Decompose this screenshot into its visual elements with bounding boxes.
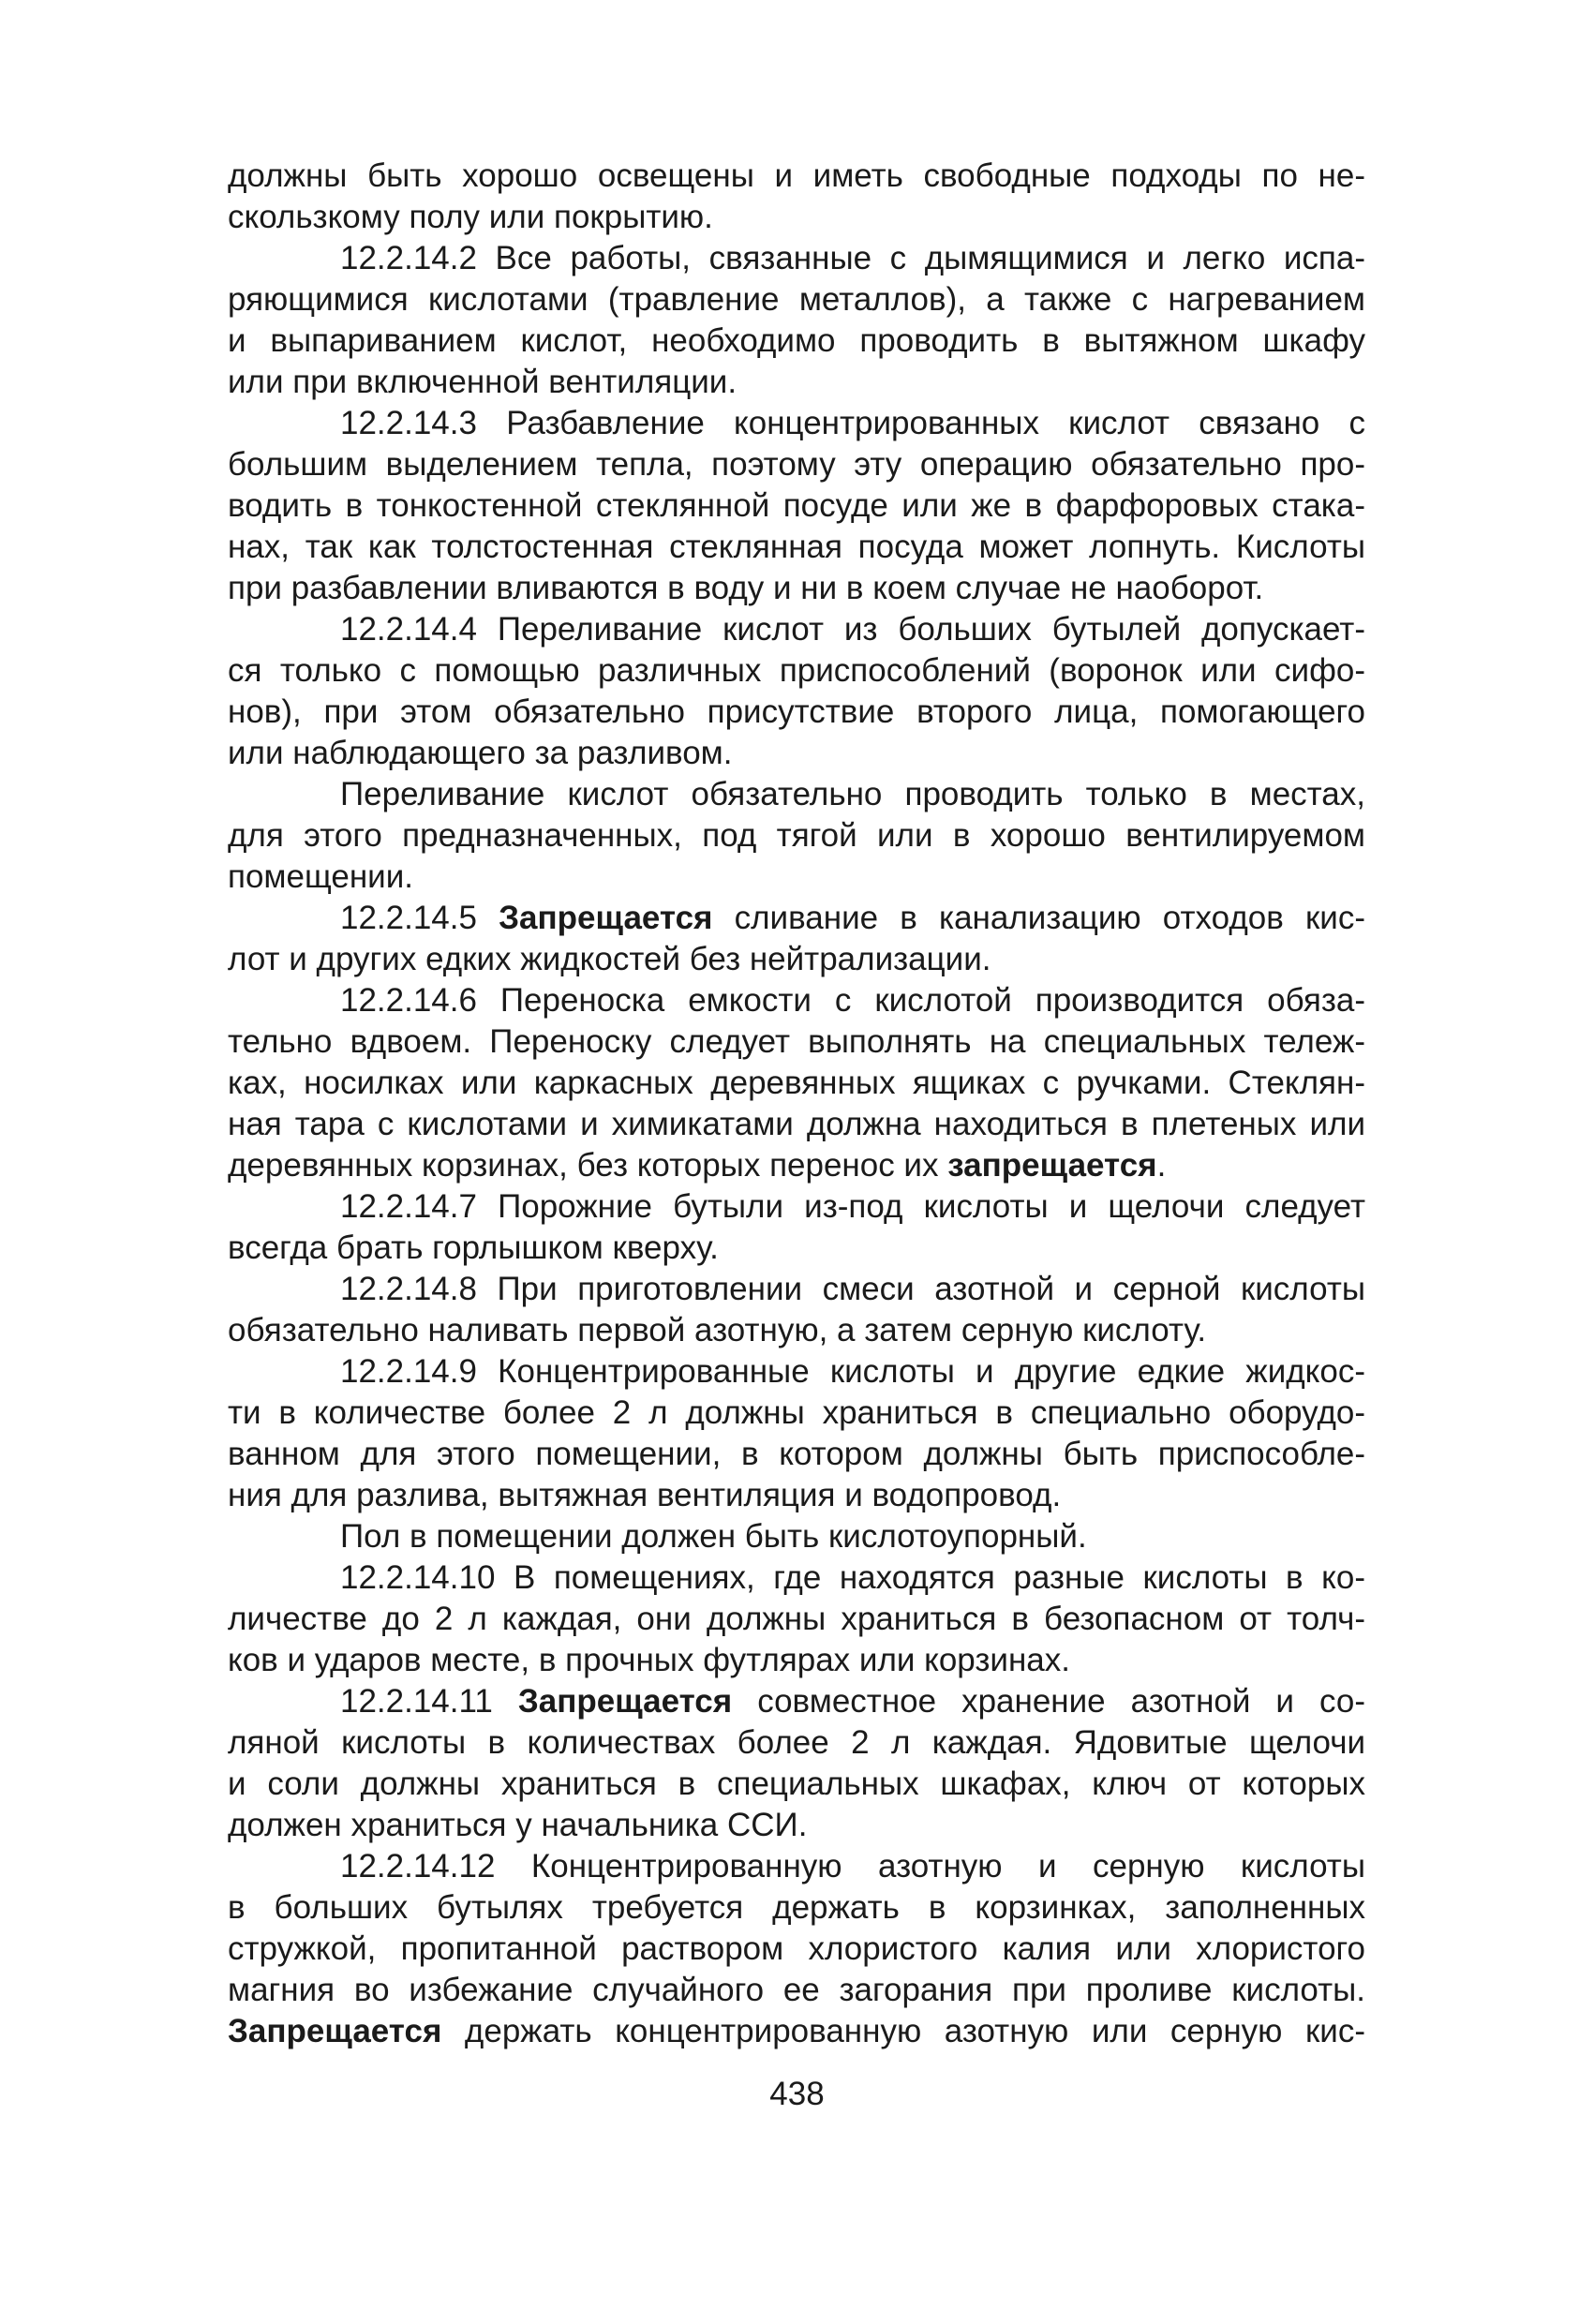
text-line: помещении. bbox=[228, 858, 413, 895]
text-run: 12.2.14.11 bbox=[340, 1683, 518, 1720]
text-line: должны быть хорошо освещены и иметь свободные подходы по не- bbox=[228, 157, 1365, 194]
text-line bbox=[228, 2011, 1365, 2052]
text-line: стружкой, пропитанной раствором хлористого калия или хлористого bbox=[228, 1930, 1365, 1967]
text-line: нов), при этом обязательно присутствие второго лица, помогающего bbox=[228, 693, 1365, 730]
text-line: ная тара с кислотами и химикатами должна находиться в плетеных или bbox=[228, 1106, 1365, 1142]
text-line: и соли должны храниться в специальных шкафах, ключ от которых bbox=[228, 1765, 1365, 1802]
text-line: 12.2.14.6 Переноска емкости с кислотой производится обяза- bbox=[340, 982, 1365, 1019]
text-line: 12.2.14.2 Все работы, связанные с дымящимися и легко испа- bbox=[340, 240, 1365, 276]
text-run: сливание в канализацию отходов кис- bbox=[712, 900, 1365, 936]
text-line: Переливание кислот обязательно проводить только в местах, bbox=[340, 776, 1365, 812]
bold-emphasis: запрещается bbox=[947, 1147, 1157, 1184]
text-line: в больших бутылях требуется держать в корзинках, заполненных bbox=[228, 1889, 1365, 1926]
text-run: деревянных корзинах, без которых перенос их bbox=[228, 1147, 948, 1184]
text-run: совместное хранение азотной и со- bbox=[732, 1683, 1365, 1720]
text-run: . bbox=[1156, 1147, 1167, 1184]
text-run: 12.2.14.5 bbox=[340, 900, 499, 936]
text-line: ся только с помощью различных приспособлений (воронок или сифо- bbox=[228, 652, 1365, 689]
text-line bbox=[228, 1145, 1365, 1186]
text-line: при разбавлении вливаются в воду и ни в коем случае не наоборот. bbox=[228, 570, 1264, 606]
text-line: ков и ударов месте, в прочных футлярах или корзинах. bbox=[228, 1642, 1070, 1678]
text-line: тельно вдвоем. Переноску следует выполнять на специальных тележ- bbox=[228, 1023, 1365, 1060]
text-line: обязательно наливать первой азотную, а затем серную кислоту. bbox=[228, 1312, 1207, 1348]
text-line: для этого предназначенных, под тягой или в хорошо вентилируемом bbox=[228, 817, 1365, 854]
text-line: 12.2.14.10 В помещениях, где находятся разные кислоты в ко- bbox=[340, 1559, 1365, 1596]
text-line: большим выделением тепла, поэтому эту операцию обязательно про- bbox=[228, 446, 1365, 483]
bold-emphasis: Запрещается bbox=[517, 1683, 733, 1720]
text-line: 12.2.14.3 Разбавление концентрированных кислот связано с bbox=[340, 405, 1365, 441]
text-run: держать концентрированную азотную или серную кис- bbox=[441, 2013, 1365, 2049]
text-line: ряющимися кислотами (травление металлов), а также с нагреванием bbox=[228, 281, 1365, 318]
text-line: Пол в помещении должен быть кислотоупорный. bbox=[340, 1518, 1087, 1555]
text-line: ти в количестве более 2 л должны храниться в специально оборудо- bbox=[228, 1394, 1365, 1431]
page-body bbox=[228, 156, 1365, 2052]
bold-emphasis: Запрещается bbox=[499, 900, 713, 936]
text-line: 12.2.14.12 Концентрированную азотную и серную кислоты bbox=[340, 1848, 1365, 1885]
text-line: водить в тонкостенной стеклянной посуде или же в фарфоровых стака- bbox=[228, 487, 1365, 524]
text-line: лот и других едких жидкостей без нейтрализации. bbox=[228, 941, 991, 977]
text-line bbox=[228, 898, 1365, 939]
text-line: ванном для этого помещении, в котором должны быть приспособле- bbox=[228, 1436, 1365, 1472]
text-line: 12.2.14.7 Порожние бутыли из-под кислоты и щелочи следует bbox=[340, 1188, 1365, 1225]
text-line: 12.2.14.8 При приготовлении смеси азотной и серной кислоты bbox=[340, 1271, 1365, 1307]
text-line: нах, так как толстостенная стеклянная посуда может лопнуть. Кислоты bbox=[228, 529, 1365, 565]
text-line: ния для разлива, вытяжная вентиляция и водопровод. bbox=[228, 1477, 1062, 1513]
text-line: 12.2.14.9 Концентрированные кислоты и другие едкие жидкос- bbox=[340, 1353, 1365, 1390]
text-line: 12.2.14.4 Переливание кислот из больших бутылей допускает- bbox=[340, 611, 1365, 648]
text-line: или при включенной вентиляции. bbox=[228, 364, 737, 400]
text-line: личестве до 2 л каждая, они должны храниться в безопасном от толч- bbox=[228, 1601, 1365, 1637]
page-number: 438 bbox=[769, 2076, 825, 2112]
text-line: скользкому полу или покрытию. bbox=[228, 199, 713, 235]
text-line: ках, носилках или каркасных деревянных ящиках с ручками. Стеклян- bbox=[228, 1065, 1365, 1101]
text-line: ляной кислоты в количествах более 2 л каждая. Ядовитые щелочи bbox=[228, 1724, 1365, 1761]
bold-emphasis: Запрещается bbox=[228, 2013, 442, 2049]
text-line bbox=[228, 1681, 1365, 1722]
text-line: и выпариванием кислот, необходимо проводить в вытяжном шкафу bbox=[228, 322, 1365, 359]
text-line: всегда брать горлышком кверху. bbox=[228, 1229, 719, 1266]
text-line: или наблюдающего за разливом. bbox=[228, 735, 733, 771]
text-line: должен храниться у начальника ССИ. bbox=[228, 1807, 808, 1843]
text-line: магния во избежание случайного ее загорания при проливе кислоты. bbox=[228, 1972, 1365, 2008]
